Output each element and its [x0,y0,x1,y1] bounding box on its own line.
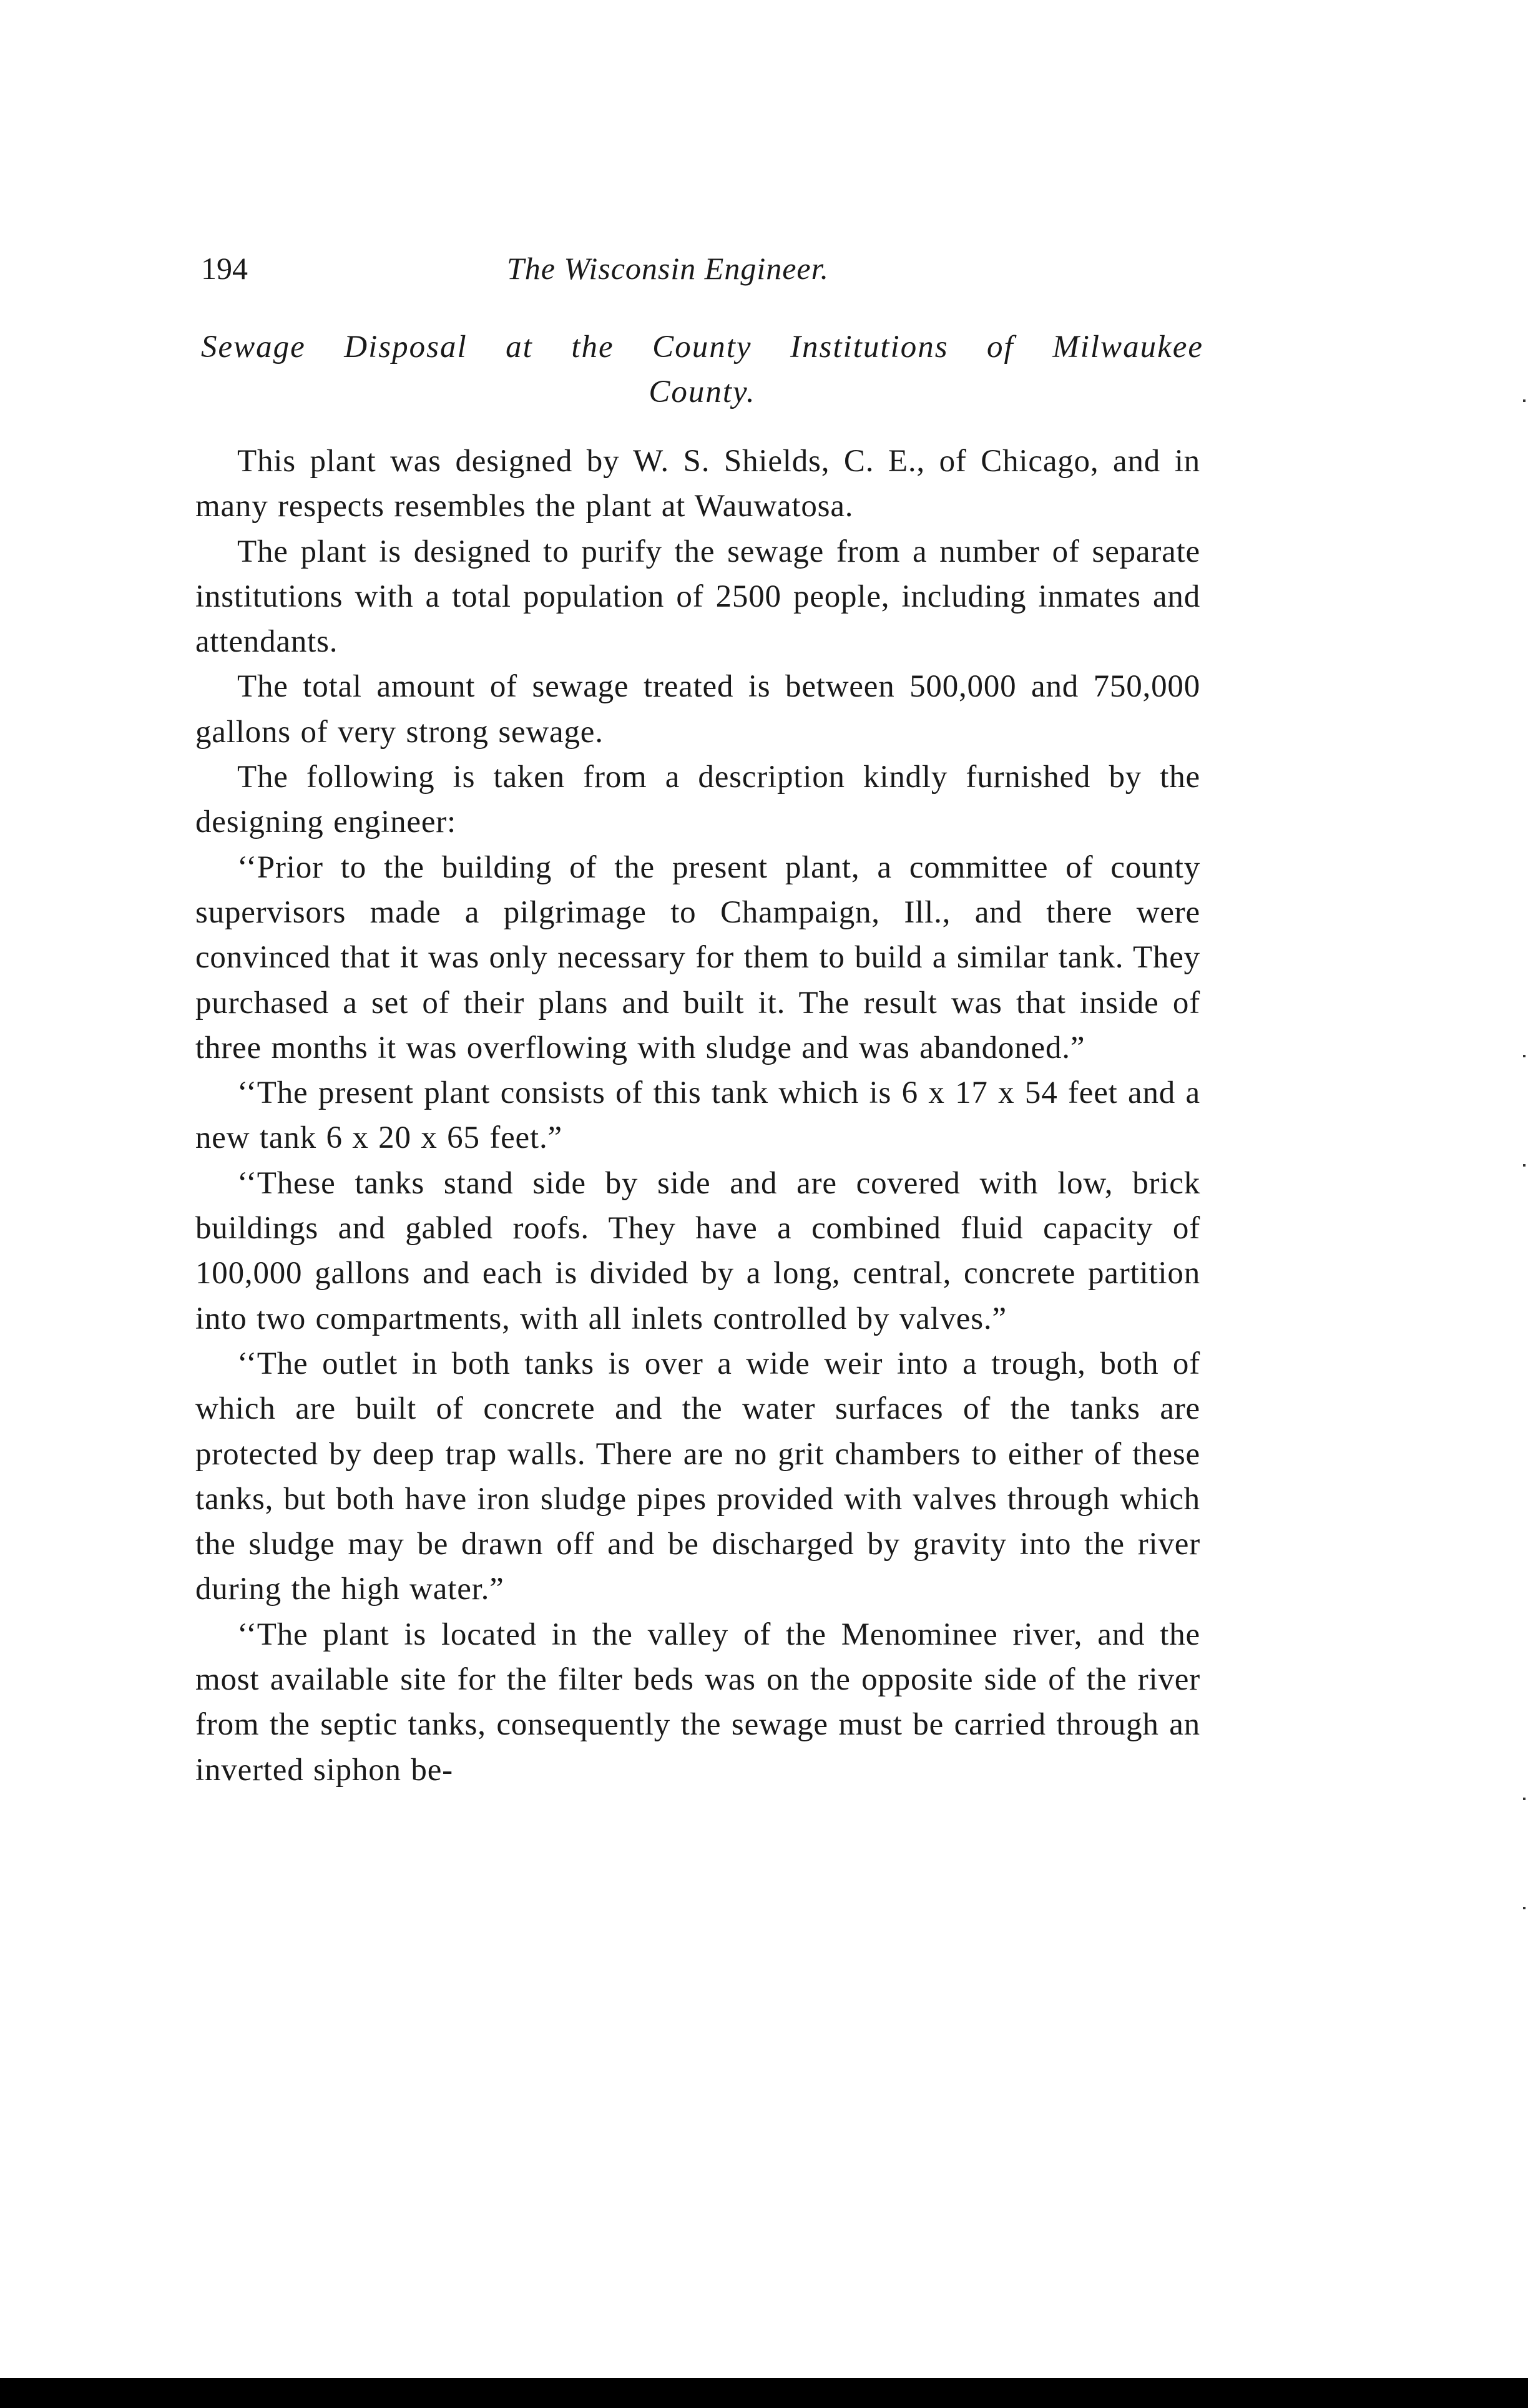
paragraph-6: ‘‘The present plant consists of this tank which is 6 x 17 x 54 feet and a new tank 6 x 20 x 65 feet.” [195,1075,1200,1156]
running-head [201,247,1200,290]
paragraph-8: ‘‘The outlet in both tanks is over a wide weir into a trough, both of which are built of concrete and the water surfaces of the tanks are protected by deep trap walls. There are no grit chambers to either of these tanks, but both have iron sludge pipes provided with valves through which the sludge may be drawn off and be discharged by gravity into the river during the high water.” [195,1346,1200,1607]
scan-edge-mark [1523,399,1526,402]
paragraph-2: The plant is designed to purify the sewage from a number of separate institutions with a total population of 2500 people, including inmates and attendants. [195,534,1200,660]
paragraph-7: ‘‘These tanks stand side by side and are covered with low, brick buildings and gabled roofs. They have a combined fluid capacity of 100,000 gallons and each is divided by a long, central, concrete partition into two compartments, with all inlets controlled by valves.” [195,1165,1200,1336]
article-body [195,439,1200,1793]
article-title [201,325,1203,414]
scan-bottom-border [0,2378,1528,2408]
scan-edge-mark [1523,1798,1526,1800]
article-title-line-2: County. [649,374,756,409]
scan-edge-mark [1523,1055,1526,1057]
paragraph-5: ‘‘Prior to the building of the present plant, a committee of county supervisors made a pilgrimage to Champaign, Ill., and there were convinced that it was only necessary for them to build a similar tank. They purchased a set of their plans and built it. The result was that inside of three months it was overflowing with sludge and was abandoned.” [195,849,1200,1065]
scan-edge-mark [1523,1907,1526,1909]
page-number: 194 [201,251,248,286]
journal-title: The Wisconsin Engineer. [507,251,830,286]
scan-edge-mark [1523,1164,1526,1167]
paragraph-9: ‘‘The plant is located in the valley of the Menominee river, and the most available site for the filter beds was on the opposite side of the river from the septic tanks, consequently the sewage must be carried through an inverted siphon be- [195,1617,1200,1788]
paragraph-3: The total amount of sewage treated is between 500,000 and 750,000 gallons of very strong sewage. [195,669,1200,750]
article-title-line-1: Sewage Disposal at the County Institutions of Milwaukee [201,330,1203,365]
paragraph-1: This plant was designed by W. S. Shields, C. E., of Chicago, and in many respects resembles the plant at Wauwatosa. [195,444,1200,524]
paragraph-4: The following is taken from a description kindly furnished by the designing engineer: [195,760,1200,840]
